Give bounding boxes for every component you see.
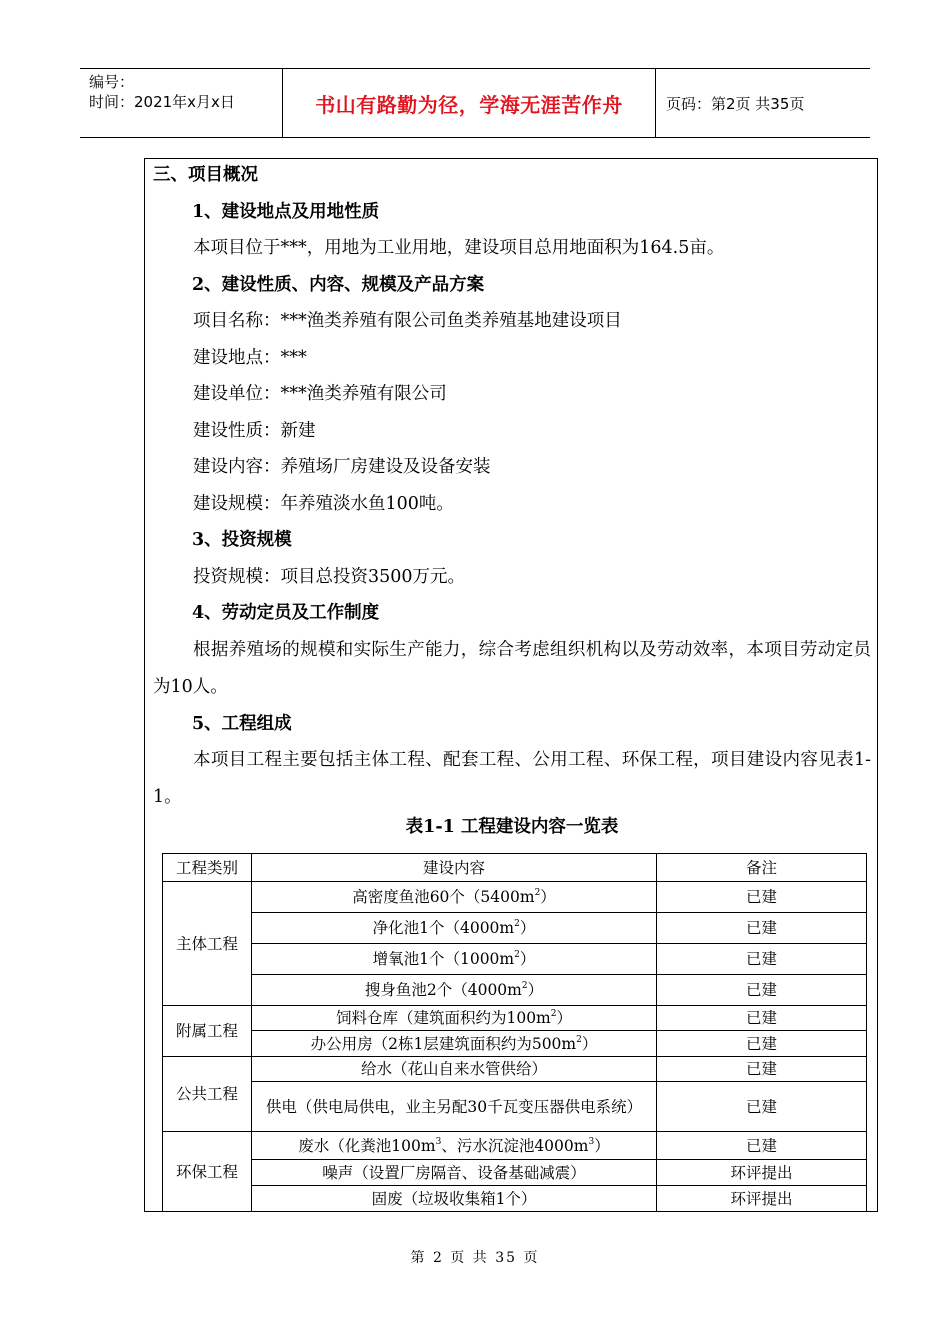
group-cell: 环保工程 — [163, 1132, 252, 1212]
table-cell: 饲料仓库（建筑面积约为$100m^2$） — [252, 1006, 657, 1031]
table-cell: 已建 — [657, 1082, 867, 1132]
table-row — [163, 1082, 867, 1132]
table-cell: 净化池1个$(4000m^2)$ — [252, 913, 657, 944]
col-header: 建设内容 — [252, 854, 657, 882]
col-header: 备注 — [657, 854, 867, 882]
heading-composition: 5、工程组成 — [192, 713, 292, 734]
table-cell: 搜身鱼池2个$(4000m^2)$ — [252, 975, 657, 1006]
table-cell: 已建 — [657, 882, 867, 913]
table-cell: 已建 — [657, 1132, 867, 1160]
table-cell: 环评提出 — [657, 1160, 867, 1186]
group-cell: 附属工程 — [163, 1006, 252, 1057]
page-header — [80, 68, 870, 138]
section-title: 三、项目概况 — [153, 165, 258, 185]
heading-staffing: 4、劳动定员及工作制度 — [192, 603, 380, 623]
table-row — [163, 882, 867, 913]
table-cell: 办公用房（2栋1层建筑面积约为$500m^2$） — [252, 1031, 657, 1057]
heading-nature: 2、建设性质、内容、规模及产品方案 — [192, 274, 485, 295]
table-caption: 表1-1 工程建设内容一览表 — [405, 817, 619, 837]
group-cell: 公共工程 — [163, 1057, 252, 1132]
content-frame — [144, 158, 878, 1212]
table-cell: 废水（化粪池$100m^3$、污水沉淀池$4000m^3$） — [252, 1132, 657, 1160]
table-header-row — [163, 854, 867, 882]
table-row — [163, 1031, 867, 1057]
table-cell: 已建 — [657, 1006, 867, 1031]
heading-investment: 3、投资规模 — [192, 530, 292, 550]
page-footer: 第 2 页 共 35 页 — [410, 1250, 540, 1266]
table-cell: 给水（花山自来水管供给） — [252, 1057, 657, 1082]
table-row — [163, 944, 867, 975]
heading-location: 1、建设地点及用地性质 — [192, 201, 380, 222]
table-row — [163, 1132, 867, 1160]
header-page-code: 页码：第2页 共35页 — [666, 94, 805, 113]
table-cell: 已建 — [657, 1057, 867, 1082]
table-cell: 噪声（设置厂房隔音、设备基础减震） — [252, 1160, 657, 1186]
table-cell: 已建 — [657, 913, 867, 944]
construction-table — [162, 853, 867, 1212]
table-cell: 已建 — [657, 1031, 867, 1057]
doc-number-label: 编号： — [89, 73, 135, 91]
composition-text: 本项目工程主要包括主体工程、配套工程、公用工程、环保工程，项目建设内容见表1-1。 — [153, 750, 871, 807]
table-cell: 固废（垃圾收集箱1个） — [252, 1186, 657, 1212]
table-row — [163, 975, 867, 1006]
project-unit: 建设单位：***渔类养殖有限公司 — [193, 384, 447, 404]
table-cell: 增氧池1个$(1000m^2)$ — [252, 944, 657, 975]
location-text: 本项目位于***，用地为工业用地，建设项目总用地面积为164.5亩。 — [193, 238, 725, 258]
table-cell: 高密度鱼池60个$(5400m^2)$ — [252, 882, 657, 913]
col-header: 工程类别 — [163, 854, 252, 882]
table-row — [163, 1006, 867, 1031]
table-row — [163, 1160, 867, 1186]
investment-text: 投资规模：项目总投资3500万元。 — [193, 566, 466, 587]
table-cell: 供电（供电局供电，业主另配30千瓦变压器供电系统） — [252, 1082, 657, 1132]
header-meta — [80, 69, 282, 137]
table-cell: 已建 — [657, 975, 867, 1006]
header-motto: 书山有路勤为径，学海无涯苦作舟 — [282, 69, 656, 137]
table-row — [163, 1186, 867, 1212]
table-cell: 环评提出 — [657, 1186, 867, 1212]
project-nature: 建设性质：新建 — [193, 420, 316, 441]
table-row — [163, 1057, 867, 1082]
project-content: 建设内容：养殖场厂房建设及设备安装 — [193, 457, 491, 477]
doc-time: 时间：2021年x月x日 — [89, 93, 235, 111]
group-cell: 主体工程 — [163, 882, 252, 1006]
section-body — [153, 159, 871, 816]
project-scale: 建设规模：年养殖淡水鱼100吨。 — [193, 493, 454, 514]
project-site: 建设地点：*** — [193, 347, 307, 368]
staffing-text: 根据养殖场的规模和实际生产能力，综合考虑组织机构以及劳动效率，本项目劳动定员为10人。 — [153, 639, 871, 697]
table-cell: 已建 — [657, 944, 867, 975]
table-row — [163, 913, 867, 944]
project-name: 项目名称：***渔类养殖有限公司鱼类养殖基地建设项目 — [193, 311, 622, 331]
